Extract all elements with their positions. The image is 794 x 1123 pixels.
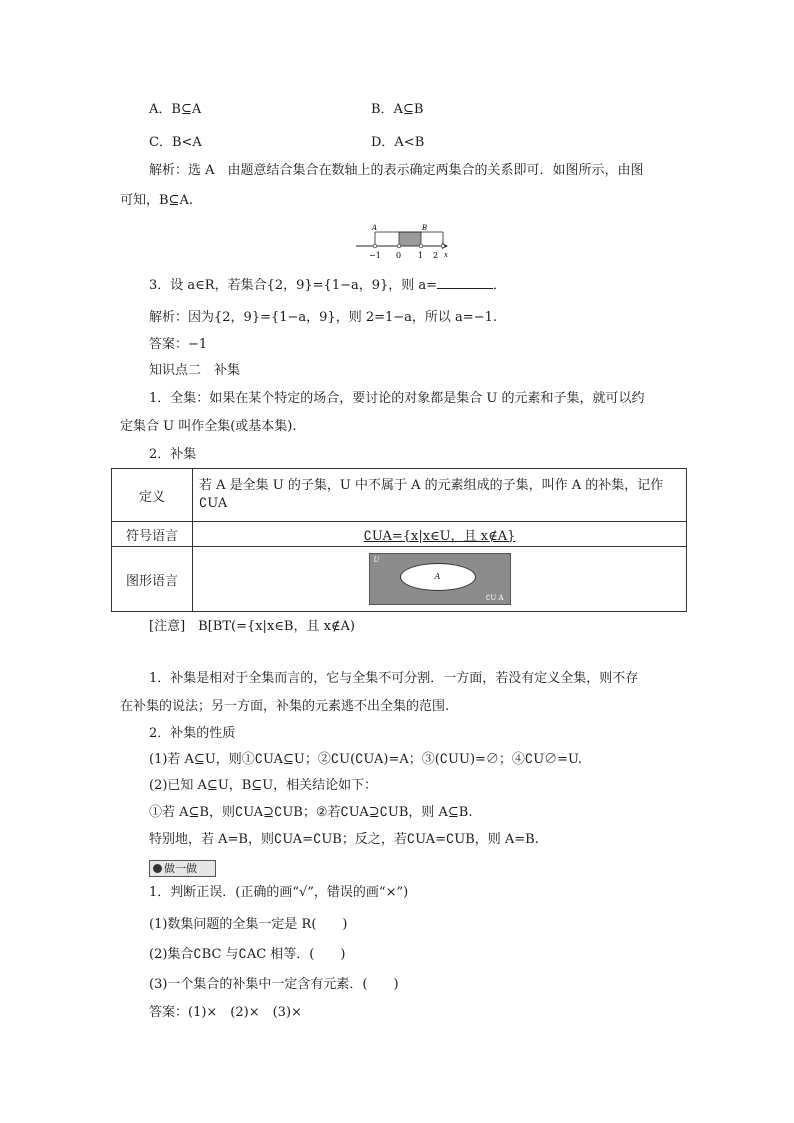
universal-set-line-2: 定集合 U 叫作全集(或基本集). [120, 419, 297, 434]
question-3-solution: 解析：因为{2，9}={1−a，9}，则 2=1−a，所以 a=−1. [149, 310, 497, 325]
practice-question-1: 1．判断正误．(正确的画“√”，错误的画“×”) [149, 885, 409, 900]
property-4: 特别地，若 A=B，则∁UA=∁UB；反之，若∁UA=∁UB，则 A=B. [149, 832, 539, 847]
practice-badge [149, 860, 216, 877]
tick-neg1: −1 [369, 251, 381, 260]
complement-heading: 2．补集 [149, 447, 197, 462]
option-c: C．B<A [149, 135, 202, 150]
practice-item-3: (3)一个集合的补集中一定含有元素．( ) [149, 977, 399, 992]
definition-label: 定义 [112, 469, 193, 522]
venn-complement-label: ∁U A [485, 594, 504, 602]
note-1-line-2: 在补集的说法；另一方面，补集的元素逃不出全集的范围. [120, 699, 450, 714]
symbol-label: 符号语言 [112, 522, 193, 547]
definition-text: 若 A 是全集 U 的子集，U 中不属于 A 的元素组成的子集，叫作 A 的补集，记作 [199, 478, 664, 493]
solution-line-1: 解析：选 A 由题意结合集合在数轴上的表示确定两集合的关系即可．如图所示，由图 [149, 163, 644, 178]
complement-table [111, 468, 687, 612]
section-title: 知识点二 补集 [149, 363, 241, 378]
number-line-figure [350, 222, 450, 264]
point-2 [441, 244, 445, 248]
universal-set-line-1: 1．全集：如果在某个特定的场合，要讨论的对象都是集合 U 的元素和子集，就可以约 [149, 391, 645, 406]
label-a: A [372, 224, 378, 232]
question-3-answer: 答案：−1 [149, 337, 208, 352]
overlap-region [399, 232, 421, 246]
axis-x-label: x [444, 251, 448, 259]
answer-blank [437, 276, 493, 289]
symbol-cell [193, 522, 687, 547]
practice-badge-label: 做一做 [164, 862, 197, 875]
symbol-text: ∁UA={x|x∈U，且 x∉A} [363, 528, 516, 544]
heart-icon [153, 864, 162, 873]
practice-item-1: (1)数集问题的全集一定是 R( ) [149, 917, 348, 932]
venn-universe-label: U [373, 556, 380, 564]
graphic-cell [193, 547, 687, 612]
question-3-text: 3．设 a∈R，若集合{2，9}={1−a，9}，则 a= [149, 278, 438, 293]
solution-line-2: 可知，B⊆A. [120, 193, 193, 208]
option-b: B．A⊆B [371, 102, 424, 117]
practice-answer: 答案：(1)× (2)× (3)× [149, 1005, 302, 1020]
property-3: ①若 A⊆B，则∁UA⊇∁UB；②若∁UA⊇∁UB，则 A⊆B. [149, 805, 473, 820]
question-3 [149, 276, 506, 295]
note-1-line-1: 1．补集是相对于全集而言的，它与全集不可分割．一方面，若没有定义全集，则不存 [149, 671, 639, 686]
tick-0: 0 [396, 251, 402, 260]
option-d: D．A<B [371, 135, 425, 150]
option-a: A．B⊆A [149, 102, 202, 117]
table-row-graphic [112, 547, 687, 612]
point-0 [397, 244, 401, 248]
venn-set-a: A [400, 563, 476, 591]
point-1 [419, 244, 423, 248]
tick-1: 1 [418, 251, 424, 260]
property-2: (2)已知 A⊆U，B⊆U，相关结论如下： [149, 778, 378, 793]
definition-cell [193, 469, 687, 522]
label-b: B [422, 224, 428, 232]
practice-item-2: (2)集合∁BC 与∁AC 相等．( ) [149, 947, 346, 962]
definition-symbol: ∁UA [199, 496, 228, 511]
note-2-title: 2．补集的性质 [149, 726, 236, 741]
question-3-suffix: ． [493, 278, 507, 293]
table-row-definition [112, 469, 687, 522]
table-row-symbol [112, 522, 687, 547]
graphic-label: 图形语言 [112, 547, 193, 612]
tick-2: 2 [433, 251, 439, 260]
point-neg1 [373, 244, 377, 248]
property-1: (1)若 A⊆U，则①∁UA⊆U；②∁U(∁UA)=A；③(∁UU)=∅；④∁U∅=U. [149, 752, 582, 767]
venn-diagram [369, 553, 511, 605]
note-line: [注意] B[BT(={x|x∈B，且 x∉A) [149, 619, 355, 634]
